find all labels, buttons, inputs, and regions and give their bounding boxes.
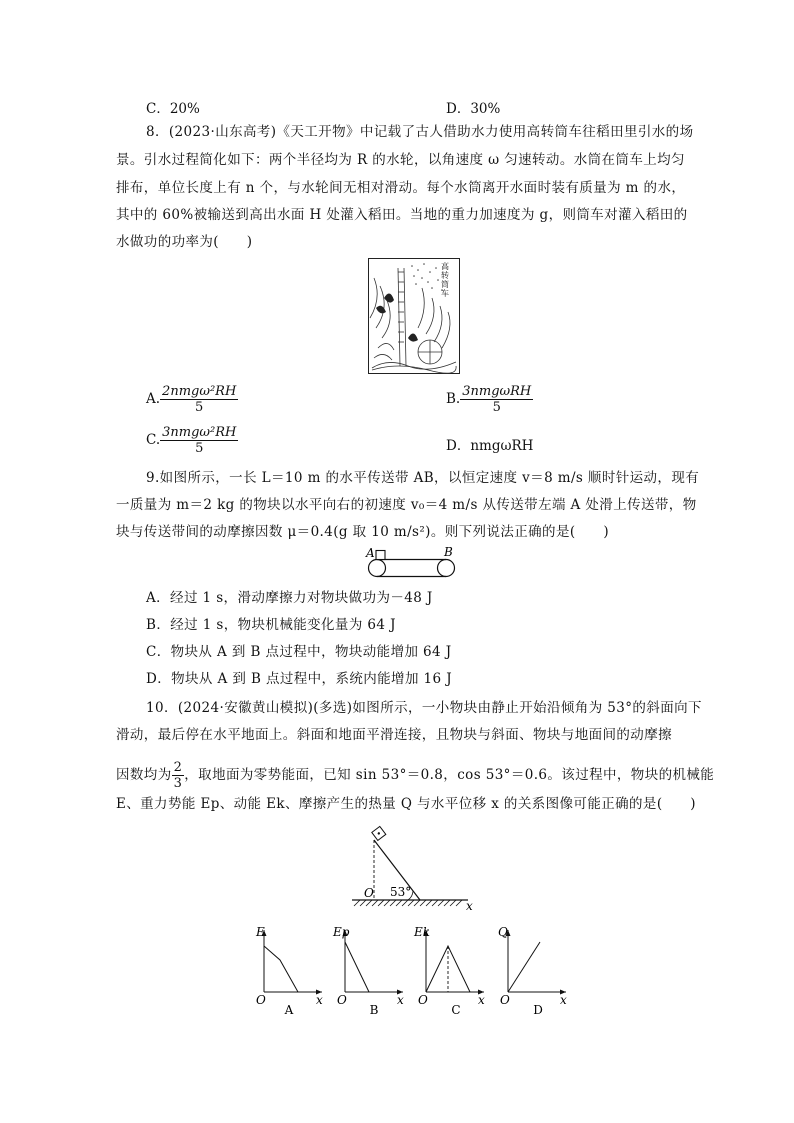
q8-option-a-denominator: 5 xyxy=(195,400,204,415)
graph-b-origin: O xyxy=(337,993,347,1007)
graph-d xyxy=(496,922,570,1018)
q9-option-a: A．经过 1 s，滑动摩擦力对物块做功为－48 J xyxy=(146,590,433,606)
q8-option-b-denominator: 5 xyxy=(492,400,501,415)
incline-angle-label: 53° xyxy=(390,885,412,899)
graph-b xyxy=(333,922,407,1018)
q8-option-b xyxy=(446,384,533,415)
q8-line-3: 排布，单位长度上有 n 个，与水轮间无相对滑动。每个水筒离开水面时装有质量为 m 的水， xyxy=(116,180,686,196)
graph-a-caption: A xyxy=(284,1003,294,1017)
graph-a-origin: O xyxy=(256,993,266,1007)
graph-b-ylabel: Ep xyxy=(333,925,350,939)
q10-line-3-end: ，取地面为零势能面，已知 sin 53°＝0.8，cos 53°＝0.6。该过程中，物块的机械能 xyxy=(184,767,715,783)
q8-line-1: 8．(2023·山东高考)《天工开物》中记载了古人借助水力使用高转筒车往稻田里引水的场 xyxy=(146,124,694,140)
q10-line-2: 滑动，最后停在水平地面上。斜面和地面平滑连接，且物块与斜面、物块与地面间的动摩擦 xyxy=(116,727,672,743)
graph-b-caption: B xyxy=(369,1003,379,1017)
conveyor-label-a: A xyxy=(366,546,375,560)
graph-c-xlabel: x xyxy=(478,993,485,1007)
graph-d-caption: D xyxy=(533,1003,543,1017)
q10-mu-denominator: 3 xyxy=(173,776,183,791)
q8-option-c-label: C. xyxy=(146,432,161,448)
q9-option-b: B．经过 1 s，物块机械能变化量为 64 J xyxy=(146,617,396,633)
q9-line-2: 一质量为 m＝2 kg 的物块以水平向右的初速度 v₀＝4 m/s 从传送带左端 A 处滑上传送带，物 xyxy=(116,497,697,513)
q8-line-2: 景。引水过程简化如下：两个半径均为 R 的水轮，以角速度 ω 匀速转动。水筒在筒车上均匀 xyxy=(116,152,685,168)
incline-x-label: x xyxy=(466,899,473,913)
q8-option-d: D．nmgωRH xyxy=(446,438,534,454)
graph-d-ylabel: Q xyxy=(498,925,508,939)
q10-mu-numerator: 2 xyxy=(173,760,183,775)
q8-option-a-label: A. xyxy=(146,391,161,407)
q7-option-d: D．30% xyxy=(446,101,501,117)
q7-option-c: C．20% xyxy=(146,101,200,117)
q8-option-b-numerator: 3nmgωRH xyxy=(462,384,532,399)
q9-line-1: 9.如图所示，一长 L＝10 m 的水平传送带 AB，以恒定速度 v＝8 m/s 顺时针运动，现有 xyxy=(146,470,700,486)
q8-line-5: 水做功的功率为( ) xyxy=(116,234,253,250)
q8-option-a-numerator: 2nmgω²RH xyxy=(162,384,237,399)
q8-option-b-label: B. xyxy=(446,391,461,407)
graph-d-xlabel: x xyxy=(560,993,567,1007)
graph-a-ylabel: E xyxy=(256,925,265,939)
graph-a-xlabel: x xyxy=(316,993,323,1007)
q9-line-3: 块与传送带间的动摩擦因数 μ＝0.4(g 取 10 m/s²)。则下列说法正确的是( ) xyxy=(116,524,609,540)
q8-option-c xyxy=(146,425,238,456)
incline-diagram xyxy=(340,822,480,914)
graph-c-origin: O xyxy=(418,993,428,1007)
q9-option-c: C．物块从 A 到 B 点过程中，物块动能增加 64 J xyxy=(146,644,452,660)
incline-origin-label: O xyxy=(364,886,374,900)
q8-option-a xyxy=(146,384,238,415)
graph-a xyxy=(252,922,326,1018)
graph-b-xlabel: x xyxy=(397,993,404,1007)
conveyor-label-b: B xyxy=(444,545,453,559)
q10-line-3-start: 因数均为 xyxy=(116,767,172,783)
q10-line-4: E、重力势能 Ep、动能 Ek、摩擦产生的热量 Q 与水平位移 x 的关系图像可能正确的是( ) xyxy=(116,796,696,812)
graph-c-caption: C xyxy=(451,1003,461,1017)
q8-option-c-denominator: 5 xyxy=(195,441,204,456)
q8-option-c-numerator: 3nmgω²RH xyxy=(162,425,237,440)
q10-line-1: 10．(2024·安徽黄山模拟)(多选)如图所示，一小物块由静止开始沿倾角为 53°的斜面向下 xyxy=(146,700,702,716)
q10-line-3 xyxy=(116,760,714,791)
graph-d-origin: O xyxy=(500,993,510,1007)
q8-line-4: 其中的 60%被输送到高出水面 H 处灌入稻田。当地的重力加速度为 g，则筒车对灌入稻田的 xyxy=(116,207,688,223)
illustration-caption: 高转筒车 xyxy=(441,262,449,298)
graph-c-ylabel: Ek xyxy=(414,925,431,939)
conveyor-belt-diagram xyxy=(360,546,460,582)
q9-option-d: D．物块从 A 到 B 点过程中，系统内能增加 16 J xyxy=(146,671,453,687)
graph-c xyxy=(414,922,488,1018)
